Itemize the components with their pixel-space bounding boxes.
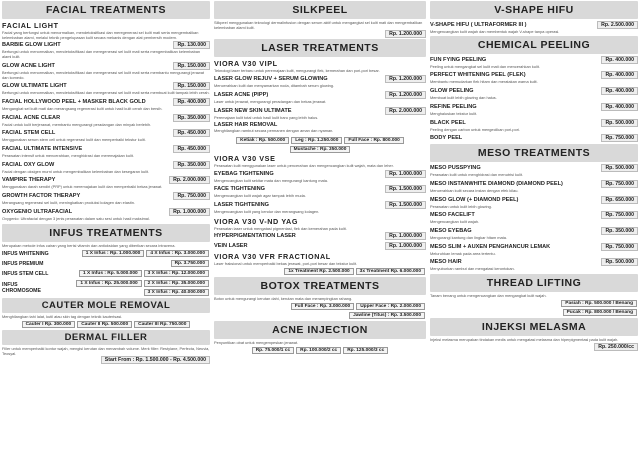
botox-banner: BOTOX TREATMENTS [214,277,426,295]
meso-item-name: MESO FACELIFT [430,212,475,219]
facial-item-desc: Berfungsi untuk menormalkan, mendetoksifikasi dan meregenerasi sel kulit mati serta membantu mengurangi jerawat dan komedo. [2,69,204,80]
meso-item-row [430,211,638,219]
acne-injection-banner: ACNE INJECTION [214,321,426,339]
laser-item-row [214,75,426,83]
laser-item-row [214,91,426,99]
cauter-desc: Menghilangkan tahi lalat, kutil atau skin tag dengan teknik kauterisasi. [2,314,123,320]
meso-item-price: Rp. 500.000 [601,258,638,266]
facial-item-price: Rp. 400.000 [173,98,210,106]
meso-item-desc: Meluruhkan lemak pada area tertentu. [430,250,496,256]
meso-item-row [430,196,638,204]
meso-item-price: Rp. 750.000 [601,211,638,219]
facial-item-row [2,192,210,200]
infus-list [2,249,210,297]
vshape-row [430,21,638,29]
facial-item-row [2,145,210,153]
ndyag-list [214,232,426,250]
column-left [2,0,210,364]
laser-item [214,75,426,89]
silkpeel-price: Rp. 1.200.000 [385,30,426,38]
thread-price-pill: Pasiah : Rp. 500.000 / Benang [561,300,637,307]
meso-item-name: MESO SLIM + AUXEN PENGHANCUR LEMAK [430,243,551,250]
thread-lifting-banner: THREAD LIFTING [430,274,638,292]
melasma-price-row [430,343,638,351]
dermal-price-row [2,356,210,364]
peel-item-row [430,119,638,127]
peel-item [430,87,638,101]
dermal-price: Start From : Rp. 1.500.000 - Rp. 4.500.000 [101,356,210,364]
cauter-banner: CAUTER MOLE REMOVAL [2,298,210,313]
facial-item-name: FACIAL STEM CELL [2,130,56,137]
facial-item-desc: Facial dengan oksigen murni untuk mengembalikan kelembaban dan kesegaran kulit. [2,168,150,174]
meso-item-row [430,180,638,188]
meso-item [430,164,638,178]
facial-list [2,41,210,221]
facial-item [2,114,210,128]
facial-light-title: FACIAL LIGHT [2,21,59,30]
infus-price-pill: 1 X Infus : Rp. 25.000.000 [76,280,141,287]
thread-prices [430,299,638,317]
column-middle [214,0,426,355]
facial-item-name: GLOW ACNE LIGHT [2,62,55,69]
peel-item-row [430,56,638,64]
facial-item-name: GLOW ULTIMATE LIGHT [2,83,67,90]
facial-item-row [2,41,210,49]
cauter-price-pill: Cauter I Rp. 300.000 [22,321,76,328]
facial-item-name: OXYGENIO ULTRAFACIAL [2,208,73,215]
thread-price-pill: Pucak : Rp. 800.000 / Benang [563,309,637,316]
ndyag-item-price: Rp. 1.000.000 [385,242,426,250]
hair-price-pill: Ketiak : Rp. 500.000 [236,137,289,144]
vse-list [214,170,426,215]
infus-name: INFUS STEM CELL [2,270,49,277]
laser-item-price: Rp. 2.000.000 [385,107,426,115]
meso-item-row [430,164,638,172]
facial-item-price: Rp. 2.000.000 [169,176,210,184]
viora-vse-intro: Perawatan kulit menggunakan laser untuk pencerahan dan mengencangkan kulit wajah, mata dan leher. [214,162,394,168]
facial-item [2,62,210,80]
laser-item-desc: Menghilangkan rambut secara permanen dengan aman dan nyaman. [214,128,334,134]
peel-item-name: GLOW PEELING [430,88,474,95]
laser-item-price: Rp. 1.200.000 [385,75,426,83]
peel-item-price: Rp. 400.000 [601,103,638,111]
vshape-price: Rp. 2.500.000 [597,21,638,29]
meso-item-price: Rp. 750.000 [601,180,638,188]
peel-item-desc: Membantu memudarkan flek hitam dan meratakan warna kulit. [430,79,538,85]
facial-item-desc: Facial untuk kulit berjerawat, membantu mengurangi peradangan dan minyak berlebih. [2,121,152,127]
meso-item-price: Rp. 750.000 [601,243,638,251]
facial-item-desc: Merangsang regenerasi sel kulit, meningkatkan produksi kolagen dan elastin. [2,200,136,206]
melasma-price: Rp. 250.000/cc [594,343,638,351]
facial-item-name: FACIAL ACNE CLEAR [2,114,61,121]
meso-item-price: Rp. 500.000 [601,164,638,172]
meso-item [430,180,638,194]
laser-item [214,91,426,105]
fractional-prices [214,267,426,276]
meso-banner: MESO TREATMENTS [430,144,638,162]
facial-item-name: FACIAL HOLLYWOOD PEEL + MASKER BLACK GOLD [2,98,146,105]
facial-item-row [2,62,210,70]
peel-item-row [430,71,638,79]
peel-item-row [430,134,638,142]
facial-item [2,145,210,159]
facial-item-desc: Menggunakan darah sendiri (PRP) untuk meremajakan kulit dan memperbaiki bekas jerawat. [2,184,163,190]
facial-item-row [2,82,210,90]
laser-item-name: LASER HAIR REMOVAL [214,122,278,129]
fractional-title: VIORA V30 VFR FRACTIONAL [214,252,331,262]
infus-price-pill: 2 X Infus : Rp. 35.000.000 [144,280,209,287]
infus-name: INFUS WHITENING [2,250,49,257]
vse-item [214,201,426,215]
facial-item-row [2,208,210,216]
infus-intro: Merupakan metode infus cairan yang berisi vitamin dan antioksidan yang diberikan secara intravena. [2,242,176,248]
vse-item-row [214,201,426,209]
peel-item-price: Rp. 750.000 [601,134,638,142]
botox-desc: Botox untuk mengurangi kerutan dahi, kerutan mata dan merampingkan rahang. [214,296,353,302]
infus-prices [52,279,210,297]
facial-item-desc: Mengangkat sel kulit mati dan merangsang regenerasi kulit untuk hasil kulit cerah dan bersih. [2,105,163,111]
meso-item-row [430,227,638,235]
facial-item-name: BARBIE GLOW LIGHT [2,42,61,49]
meso-item-desc: Menyuburkan rambut dan mengatasi kerontokan. [430,266,515,272]
viora-ndyag-title: VIORA V30 V-ND YAG [214,216,299,226]
meso-item-desc: Mengurangi kantung dan lingkar hitam mata. [430,235,507,241]
viora-vipl-intro: Teknologi laser terbaru untuk peremajaan kulit, mengurangi flek, kemerahan dan pori-pori besar. [214,68,380,74]
ndyag-item-row [214,242,426,250]
meso-item-desc: Perawatan untuk kulit lebih glowing. [430,203,492,209]
peel-item-desc: Peeling dengan carbon untuk mengecilkan pori-pori. [430,126,520,132]
vse-item [214,185,426,199]
peel-list [430,56,638,143]
ndyag-item [214,232,426,240]
laser-item [214,122,426,134]
peel-item-name: FUN FYING PEELING [430,56,487,63]
facial-item-price: Rp. 450.000 [173,145,210,153]
peel-item-name: REFINE PEELING [430,103,477,110]
cauter-price-pill: Cauter II Rp. 500.000 [77,321,132,328]
hair-price-pill: Full Face : Rp. 800.000 [344,137,403,144]
peel-item-price: Rp. 400.000 [601,87,638,95]
facial-item-name: VAMPIRE THERAPY [2,177,56,184]
peel-item-desc: Membuat kulit lebih glowing dan halus. [430,95,497,101]
meso-item-name: MESO GLOW (+ DIAMOND PEEL) [430,196,519,203]
peel-item-desc: Peeling untuk mengangkat sel kulit mati dan mencerahkan kulit. [430,63,540,69]
facial-item [2,98,210,112]
meso-item-name: MESO EYEBAG [430,228,472,235]
peel-item-desc: Menghaluskan tekstur kulit. [430,110,478,116]
ndyag-intro: Perawatan laser untuk mengatasi pigmentasi, flek dan kemerahan pada kulit. [214,225,347,231]
meso-item-row [430,243,638,251]
facial-light-intro: Facial yang berfungsi untuk menormalkan, mendetoksifikasi dan meregenerasi sel kulit mati serta mengembalikan kelembaban alami, melalui teknik pengelupasan kulit secara mekanis dengan alat pembersih modern. [2,30,199,40]
laser-item [214,107,426,121]
infus-row [2,269,210,278]
facial-item-desc: Menggunakan serum stem cell untuk regenerasi kulit dan memperbaiki tekstur kulit. [2,137,146,143]
vse-item-name: LASER TIGHTENING [214,202,270,209]
laser-item-name: LASER GLOW REJUV + SERUM GLOWING [214,76,328,83]
meso-item-desc: Perawatan kulit untuk menghidrasi dan menutrisi kulit. [430,172,523,178]
facial-treatments-banner: FACIAL TREATMENTS [2,1,210,19]
vshape-banner: V-SHAPE HIFU [430,1,638,19]
peel-item-price: Rp. 500.000 [601,119,638,127]
cauter-prices [2,320,210,329]
facial-item [2,208,210,222]
vse-item-row [214,170,426,178]
ndyag-item [214,242,426,250]
laser-item-desc: Mencerahkan kulit dan menyamarkan noda, ditambah serum glowing. [214,83,335,89]
infus-treatments-banner: INFUS TREATMENTS [2,224,210,242]
laser-list [214,75,426,134]
vshape-desc: Mengencangkan kulit wajah dan membentuk wajah V-shape tanpa operasi. [430,29,560,34]
meso-item [430,196,638,210]
vse-item-name: FACE TIGHTENING [214,186,265,193]
facial-item-row [2,98,210,106]
hair-price-pill: Leg : Rp. 1.250.000 [291,137,342,144]
peel-item-price: Rp. 400.000 [601,71,638,79]
viora-vse-title: VIORA V30 VSE [214,153,276,163]
laser-item-price: Rp. 1.200.000 [385,91,426,99]
peel-item-row [430,103,638,111]
infus-row [2,249,210,258]
melasma-desc: Injeksi melasma merupakan tindakan medis untuk mengatasi melasma dan hiperpigmentasi pada kulit wajah. [430,336,619,342]
silkpeel-banner: SILKPEEL [214,1,426,19]
vse-item-desc: Mengencangkan kulit wajah agar tampak lebih muda. [214,193,306,199]
peel-item [430,134,638,142]
laser-item-desc: Peremajaan kulit total untuk hasil kulit baru yang lebih halus. [214,114,319,120]
meso-item-desc: Mencerahkan kulit secara instan dengan efek kilau. [430,187,519,193]
column-right [430,0,638,351]
infus-prices [52,259,210,268]
facial-item-price: Rp. 450.000 [173,129,210,137]
meso-item-price: Rp. 350.000 [601,227,638,235]
thread-desc: Tanam benang untuk mengencangkan dan mengangkat kulit wajah. [430,293,547,299]
vse-item-desc: Mengencangkan kulit sekitar mata dan mengurangi kantung mata. [214,177,328,183]
facial-item [2,82,210,96]
vse-item [214,170,426,184]
facial-item-price: Rp. 350.000 [173,114,210,122]
facial-item-desc: Oxygenio: Ultrafacial dengan 3 jenis perawatan dalam satu sesi untuk hasil maksimal. [2,215,150,221]
facial-item-name: FACIAL OXY GLOW [2,161,55,168]
acne-desc: Penyuntikan obat untuk mengempeskan jerawat. [214,339,299,345]
vshape-title: V-SHAPE HIFU ( ULTRAFORMER III ) [430,22,527,28]
facial-item [2,176,210,190]
vse-item-row [214,185,426,193]
fractional-desc: Laser fraksional untuk memperbaiki bekas jerawat, pori-pori besar dan tekstur kulit. [214,261,358,267]
peel-item [430,119,638,133]
facial-item-price: Rp. 350.000 [173,161,210,169]
meso-item-price: Rp. 650.000 [601,196,638,204]
facial-item-price: Rp. 150.000 [173,82,210,90]
infus-price-pill: Rp. 3.750.000 [171,260,209,267]
peel-item-name: BLACK PEEL [430,119,466,126]
silkpeel-desc: Silkpeel menggunakan teknologi dermalinfusion dengan serum aktif untuk mengangkat sel kulit mati dan mengembalikan kelembaban alami kulit. [214,20,423,30]
facial-item [2,161,210,175]
facial-item [2,192,210,206]
botox-price-pill: Upper Face : Rp. 2.000.000 [356,303,425,310]
facial-item-price: Rp. 750.000 [173,192,210,200]
facial-item-price: Rp. 130.000 [173,41,210,49]
botox-price-pill: Jawline (Titus) : Rp. 3.500.000 [349,312,425,319]
ndyag-item-row [214,232,426,240]
infus-price-pill: 1 X Infus : Rp. 5.000.000 [79,270,142,277]
peel-item-name: BODY PEEL [430,135,463,142]
laser-item-name: LASER NEW SKIN ULTIMATE [214,107,292,114]
peel-item [430,56,638,70]
infus-prices [52,249,210,258]
facial-item-row [2,129,210,137]
ndyag-item-price: Rp. 1.000.000 [385,232,426,240]
facial-item-row [2,161,210,169]
facial-item-name: GROWTH FACTOR THERAPY [2,193,81,200]
peel-item [430,71,638,85]
facial-item-desc: Perawatan intensif untuk mencerahkan, menghidrasi dan meremajakan kulit. [2,153,134,159]
laser-treatments-banner: LASER TREATMENTS [214,39,426,57]
facial-item-price: Rp. 150.000 [173,62,210,70]
meso-item-desc: Mengencangkan kulit wajah. [430,219,480,225]
peel-item-price: Rp. 400.000 [601,56,638,64]
facial-item-desc: Berfungsi untuk menormalkan, mendetoksifikasi dan meregenerasi sel kulit mati serta membuat kulit tampak lebih cerah. [2,90,210,96]
facial-item-name: FACIAL ULTIMATE INTENSIVE [2,146,83,153]
facial-item-row [2,176,210,184]
vse-item-price: Rp. 1.500.000 [385,185,426,193]
meso-item-row [430,258,638,266]
cauter-price-pill: Cauter III Rp. 750.000 [134,321,190,328]
fractional-price-pill: 1x Treatment Rp. 2.500.000 [284,268,353,275]
acne-price-pill: Rp. 75.000/1 cc [252,347,294,354]
acne-prices [214,346,426,355]
silkpeel-price-row [214,30,426,38]
vse-item-price: Rp. 1.000.000 [385,170,426,178]
ndyag-item-name: VEIN LASER [214,243,248,250]
meso-item-name: MESO HAIR [430,259,462,266]
viora-vipl-title: VIORA V30 VIPL [214,59,278,69]
hair-price-pill: Mustache : Rp. 350.000 [290,146,351,153]
acne-price-pill: Rp. 125.000/3 cc [343,347,388,354]
botox-prices [214,302,426,320]
injeksi-melasma-banner: INJEKSI MELASMA [430,318,638,336]
meso-item [430,258,638,272]
meso-item-name: MESO INSTANWHITE DIAMOND (DIAMOND PEEL) [430,180,563,187]
meso-item-name: MESO PUSSPYING [430,165,481,172]
facial-item-desc: Berfungsi untuk menormalkan, mendetoksifikasi dan meregenerasi sel kulit mati serta mengembalikan kelembaban alami kulit. [2,49,201,60]
facial-item-row [2,114,210,122]
botox-price-pill: Full Face : Rp. 3.000.000 [291,303,354,310]
meso-item [430,243,638,257]
vse-item-price: Rp. 1.500.000 [385,201,426,209]
ndyag-item-name: HYPERPIGMENTATION LASER [214,233,296,240]
infus-prices [52,269,210,278]
peel-item-row [430,87,638,95]
infus-price-pill: 1 X Infus : Rp. 1.000.000 [82,250,145,257]
dermal-desc: Filler untuk memperbaiki kontur wajah, mengisi kerutan dan menambah volume. Merk filler: Restylane, Perfecta, Neuvia, Teosyal. [2,345,210,356]
laser-item-name: LASER ACNE (PIPP) [214,91,269,98]
infus-price-pill: 4 X Infus : Rp. 3.000.000 [146,250,209,257]
acne-price-pill: Rp. 100.000/2 cc [296,347,341,354]
meso-item [430,227,638,241]
vse-item-desc: Mengencangkan kulit yang kendur dan merangsang kolagen. [214,209,320,215]
peel-item [430,103,638,117]
laser-item-desc: Laser untuk jerawat, mengurangi peradangan dan bekas jerawat. [214,98,327,104]
facial-item-price: Rp. 1.000.000 [169,208,210,216]
facial-item [2,129,210,143]
hair-removal-prices [214,136,426,154]
infus-price-pill: 3 X Infus : Rp. 40.000.000 [144,289,209,296]
chemical-peeling-banner: CHEMICAL PEELING [430,36,638,54]
infus-row [2,259,210,268]
peel-item-name: PERFECT WHITENING PEEL (FLEK) [430,72,526,79]
infus-name: INFUS PREMIUM [2,260,44,267]
infus-name: INFUS CHROMOSOME [2,282,41,295]
meso-item [430,211,638,225]
infus-price-pill: 3 X Infus : Rp. 12.000.000 [144,270,209,277]
facial-item [2,41,210,59]
meso-list [430,164,638,272]
vse-item-name: EYEBAG TIGHTENING [214,170,274,177]
dermal-filler-banner: DERMAL FILLER [2,330,210,345]
laser-item-row [214,107,426,115]
fractional-price-pill: 3x Treatment Rp. 6.000.000 [356,268,425,275]
infus-row [2,279,210,297]
